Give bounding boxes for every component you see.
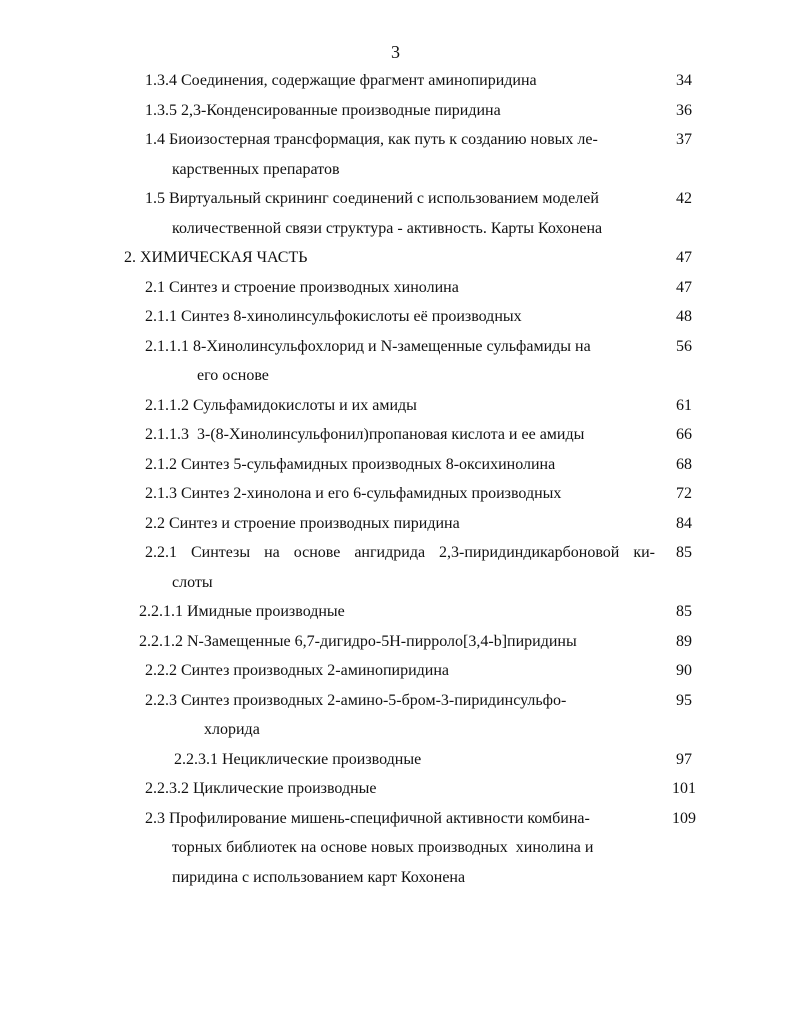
toc-entry-title-continued: слоты [172,573,213,591]
toc-entry-title: 2. ХИМИЧЕСКАЯ ЧАСТЬ [124,249,308,266]
toc-entry-title: 2.1.2 Синтез 5-сульфамидных производных 8-оксихинолина [145,455,556,473]
toc-entry-2-3 [0,804,791,893]
toc-entry-2-2 [0,509,791,539]
toc-page-number: 95 [676,691,692,709]
toc-page-number: 101 [672,780,696,797]
toc-entry-title: 2.2.3.2 Циклические производные [145,780,377,797]
toc-entry-title: 2.2.3 Синтез производных 2-амино-5-бром-3-пиридинсульфо- [145,691,567,709]
toc-page-number: 42 [676,190,692,207]
toc-entry-title-continued: хлорида [204,721,260,738]
toc-entry-title: 2.2.1.2 N-Замещенные 6,7-дигидро-5Н-пирроло[3,4-b]пиридины [139,632,577,650]
toc-entry-title: 2.1.1.1 8-Хинолинсульфохлорид и N-замещенные сульфамиды на [145,337,591,355]
toc-page-number: 66 [676,426,692,443]
toc-entry-title: 2.1.1.2 Сульфамидокислоты и их амиды [145,396,417,414]
toc-entry-2-1-1 [0,302,791,332]
toc-page-number: 68 [676,455,692,473]
toc-page-number: 84 [676,514,692,532]
toc-page-number: 47 [676,278,692,296]
toc-entry-2-1-3 [0,479,791,509]
toc-entry-title-continued: пиридина с использованием карт Кохонена [172,868,466,886]
page-number: 3 [391,42,400,62]
toc-page-number: 97 [676,750,692,768]
toc-entry-2-1-1-3 [0,420,791,450]
toc-entry-2-2-3 [0,686,791,745]
toc-entry-1-4 [0,125,791,184]
toc-entry-2 [0,243,791,273]
toc-page-number: 109 [672,809,696,827]
toc-entry-title: 2.2.3.1 Нециклические производные [174,750,422,768]
toc-entry-title: 2.1.3 Синтез 2-хинолона и его 6-сульфамидных производных [145,485,562,502]
toc-entry-title: 2.2.1 Синтезы на основе ангидрида 2,3-пиридиндикарбоновой ки- [145,544,655,561]
toc-page-number: 85 [676,603,692,620]
toc-entry-title: 1.3.4 Соединения, содержащие фрагмент аминопиридина [145,72,537,89]
toc-entry-title: 1.5 Виртуальный скрининг соединений с использованием моделей [145,190,599,207]
toc-entry-2-2-3-1 [0,745,791,775]
toc-page-number: 34 [676,72,692,89]
toc-page-number: 48 [676,308,692,325]
toc-entry-2-2-1-2 [0,627,791,657]
toc-entry-title: 2.2 Синтез и строение производных пиридина [145,514,460,532]
toc-page-number: 85 [676,544,692,561]
toc-entry-2-2-1 [0,538,791,597]
toc-entry-title-continued: карственных препаратов [172,160,340,178]
table-of-contents [0,66,791,892]
toc-page-number: 37 [676,131,692,148]
toc-entry-1-5 [0,184,791,243]
toc-entry-title: 1.3.5 2,3-Конденсированные производные пиридина [145,101,501,119]
toc-entry-title: 2.3 Профилирование мишень-специфичной активности комбина- [145,809,590,827]
toc-entry-title: 2.2.2 Синтез производных 2-аминопиридина [145,662,450,679]
toc-entry-title: 1.4 Биоизостерная трансформация, как путь к созданию новых ле- [145,131,598,148]
toc-entry-2-2-3-2 [0,774,791,804]
toc-entry-title: 2.1 Синтез и строение производных хинолина [145,278,459,296]
toc-entry-2-2-1-1 [0,597,791,627]
toc-entry-2-1 [0,273,791,303]
toc-page-number: 47 [676,249,692,266]
toc-entry-title: 2.2.1.1 Имидные производные [139,603,345,620]
toc-entry-title-continued: его основе [197,367,269,384]
toc-entry-title-continued: торных библиотек на основе новых производных хинолина и [172,839,594,856]
toc-page-number: 89 [676,632,692,650]
toc-page-number: 72 [676,485,692,502]
toc-entry-title-continued: количественной связи структура - активность. Карты Кохонена [172,219,603,237]
toc-page-number: 90 [676,662,692,679]
toc-entry-2-2-2 [0,656,791,686]
toc-entry-title: 2.1.1.3 3-(8-Хинолинсульфонил)пропановая кислота и ее амиды [145,426,585,443]
toc-page-number: 56 [676,337,692,355]
toc-entry-1-3-5 [0,96,791,126]
toc-entry-2-1-2 [0,450,791,480]
toc-page-number: 61 [676,396,692,414]
toc-page-number: 36 [676,101,692,119]
toc-entry-title: 2.1.1 Синтез 8-хинолинсульфокислоты её производных [145,308,522,325]
toc-entry-2-1-1-1 [0,332,791,391]
toc-entry-1-3-4 [0,66,791,96]
toc-entry-2-1-1-2 [0,391,791,421]
